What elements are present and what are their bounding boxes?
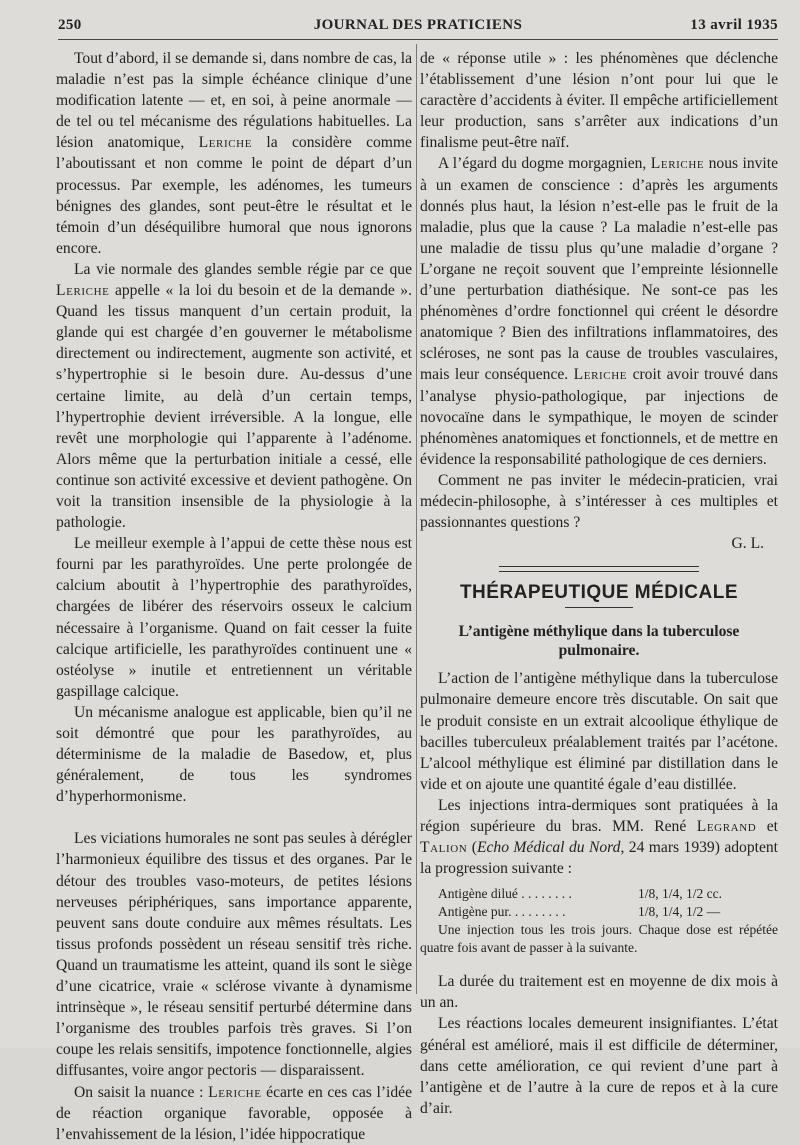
page-header — [58, 17, 778, 37]
section-rule — [565, 607, 633, 608]
author-name: Leriche — [56, 282, 110, 300]
paragraph: La durée du traitement est en moyenne de dix mois à un an. — [420, 973, 778, 1012]
dosage-note: Une injection tous les trois jours. Chaque dose est répétée quatre fois avant de passer à la suivante. — [420, 922, 778, 956]
journal-reference: Echo Médical du Nord — [476, 839, 621, 857]
paragraph: Les viciations humorales ne sont pas seules à dérégler l’harmonieux équilibre des tissus et des organes. Par le détour des troubles vaso-moteurs, de petites lésions nerveuses périphériques, sans importance apparente, peuvent sans doute conduire aux mêmes résultats. Les tissus profonds possèdent un réseau sensitif très riche. Quand un traumatisme les atteint, quand ils sont le siège d’une cicatrice, vraie « sclérose vivante à dynamisme intrinsèque », le réseau sensitif perturbé détermine dans l’organisme des troubles parfois très graves. Si l’on coupe les relais sensitifs, impotence fonctionnelle, algies diffusantes, voire angor pectoris — disparaissent. — [56, 830, 412, 1080]
dosage-value: 1/8, 1/4, 1/2 cc. — [638, 886, 722, 902]
section-separator — [499, 566, 699, 572]
left-column — [56, 48, 412, 1145]
right-column — [420, 48, 778, 1119]
paragraph: A l’égard du dogme morgagnien, Leriche nous invite à un examen de conscience : d’après les arguments donnés plus haut, la lésion n’est-elle pas le fruit de la maladie, plus que la cause ? La maladie n’est-elle pas une maladie de tissu plus qu’une maladie d’organe ? L’organe ne reçoit souvent que l’empreinte lésionnelle d’une perturbation diathésique. Ne sont-ce pas les phénomènes d’ordre fonctionnel qui créent le désordre anatomique ? Bien des infiltrations inflammatoires, des scléroses, ne sont pas la cause de troubles vasculaires, mais leur conséquence. Leriche croit avoir trouvé dans l’analyse physio-pathologique, par injections de novocaïne dans le sympathique, le moyen de scinder phénomènes anatomiques et fonctionnels, et de mettre en évidence la responsabilité pathologique de ces derniers. — [420, 155, 778, 468]
author-name: Talion — [420, 839, 468, 857]
signature: G. L. — [731, 535, 764, 553]
dosage-value: 1/8, 1/4, 1/2 — — [638, 904, 721, 920]
paragraph: Les réactions locales demeurent insignifiantes. L’état général est amélioré, mais il est difficile de déterminer, dans cette amélioration, ce qui revient d’une part à l’antigène et de l’autre à la cure de repos et à la cure d’air. — [420, 1015, 778, 1117]
paragraph: de « réponse utile » : les phénomènes que déclenche l’établissement d’une lésion n’ont pour lui que le caractère d’accidents à éviter. Il empêche artificiellement leur production, sans s’arrêter aux indications d’un finalisme peut-être naïf. — [420, 50, 778, 152]
author-name: Leriche — [650, 155, 705, 173]
paragraph: La vie normale des glandes semble régie par ce que Leriche appelle « la loi du besoin et de la demande ». Quand les tissus manquent d’un certain produit, la glande qui est chargée d’en gouverner le métabolisme directement ou indirectement, augmente son activité, et s’hypertrophie si le besoin dure. Au-dessus d’une certaine limite, au delà d’un certain temps, l’hypertrophie devient irréversible. A la longue, elle revêt une morphologie qui l’apparente à l’adénome. Alors même que la perturbation initiale a cessé, elle continue son activité excessive et devient pathogène. On voit la transition insensible de la physiologie à la pathologie. — [56, 260, 412, 532]
author-name: Leriche — [198, 134, 253, 152]
dosage-row — [420, 903, 778, 921]
paragraph-gap — [56, 807, 412, 828]
article-title: L’antigène méthylique dans la tuberculose pulmonaire. — [458, 623, 740, 660]
author-name: Legrand — [696, 818, 757, 835]
column-divider — [416, 44, 417, 994]
paragraph: Le meilleur exemple à l’appui de cette thèse nous est fourni par les parathyroïdes. Une perte prolongée de calcium aboutit à l’hypertrophie des parathyroïdes, chargées de libérer des réservoirs osseux le calcium nécessaire à l’organisme. Quand on fait cesser la fuite calcique artificielle, les parathyroïdes continuent une « ostéolyse » inutile et entretiennent un véritable gaspillage calcique. — [56, 535, 412, 700]
header-rule — [58, 39, 778, 40]
author-name: Leriche — [573, 366, 628, 384]
paragraph: Les injections intra-dermiques sont pratiquées à la région supérieure du bras. MM. René Legrand et Talion (Echo Médical du Nord, 24 mars 1939) adoptent la progression suivante : — [420, 796, 779, 878]
paragraph: Tout d’abord, il se demande si, dans nombre de cas, la maladie n’est pas la simple échéance clinique d’une modification latente — et, en soi, à peine anormale — de tel ou tel mécanisme des régulations habituelles. La lésion anatomique, Leriche la considère comme l’aboutissant et non comme le point de départ d’un processus. Par exemple, les adénomes, les tumeurs bénignes des glandes, sont peut-être le résultat et le témoin d’un déséquilibre humoral que nous ignorons encore. — [56, 50, 412, 257]
paragraph: Comment ne pas inviter le médecin-praticien, vrai médecin-philosophe, à s’intéresser à ces multiples et passionnantes questions ? — [420, 471, 778, 532]
issue-date: 13 avril 1935 — [690, 17, 778, 33]
journal-title: JOURNAL DES PRATICIENS — [313, 17, 523, 33]
dosage-label: Antigène pur. . . . . . . . . — [438, 904, 566, 920]
paragraph: Un mécanisme analogue est applicable, bien qu’il ne soit démontré que pour les parathyroïdes, au déterminisme de la maladie de Basedow, et, plus généralement, de tous les syndromes d’hyperhormonisme. — [56, 703, 412, 806]
page-number: 250 — [58, 17, 82, 33]
section-title: THÉRAPEUTIQUE MÉDICALE — [459, 582, 739, 604]
dosage-label: Antigène dilué . . . . . . . . — [438, 886, 572, 902]
dosage-table — [420, 885, 778, 921]
author-name: Leriche — [208, 1083, 262, 1101]
paragraph: L’action de l’antigène méthylique dans la tuberculose pulmonaire demeure encore très discutable. On sait que le produit consiste en un extrait alcoolique éthylique de bacilles tuberculeux préalablement traités par l’acétone. L’alcool méthylique est éliminé par distillation dans le vide et on ajoute une quantité égale d’eau distillée. — [420, 670, 778, 793]
paragraph: On saisit la nuance : Leriche écarte en ces cas l’idée de réaction organique favorable, opposée à l’envahissement de la lésion, l’idée hippocratique — [56, 1083, 412, 1143]
dosage-row — [420, 885, 778, 903]
